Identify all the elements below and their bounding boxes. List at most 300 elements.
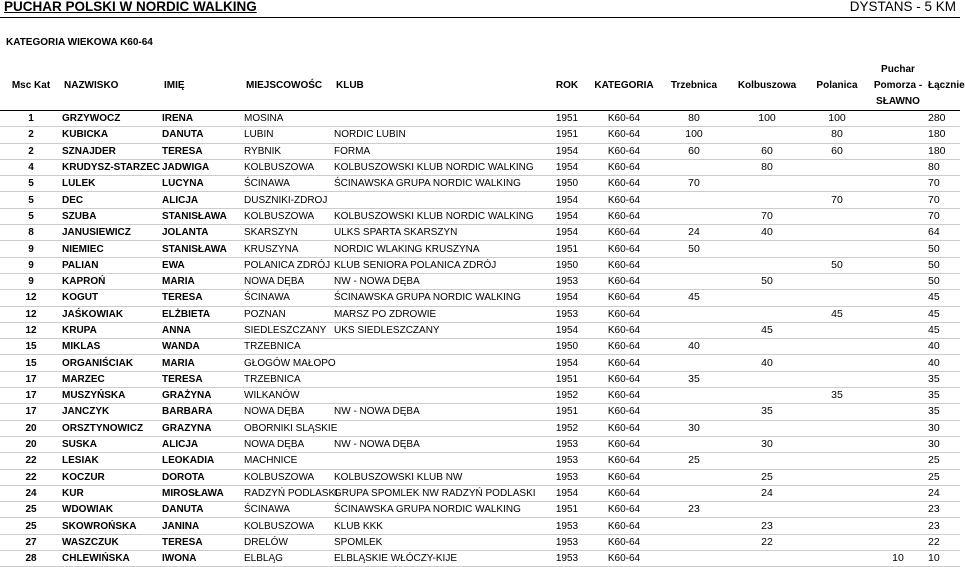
cell-year: 1951 [546, 404, 588, 420]
cell-category: K60-64 [588, 143, 660, 159]
cell-name: JANINA [162, 518, 244, 534]
table-row [0, 469, 960, 485]
cell-kolbuszowa: 60 [728, 143, 806, 159]
cell-msc: 28 [0, 551, 62, 567]
cell-trzebnica [660, 404, 728, 420]
table-row [0, 502, 960, 518]
cell-city: ŚCINAWA [244, 176, 334, 192]
cell-trzebnica [660, 355, 728, 371]
cell-surname: PALIAN [62, 257, 162, 273]
cell-kolbuszowa: 70 [728, 208, 806, 224]
cell-msc: 12 [0, 306, 62, 322]
cell-polanica [806, 322, 868, 338]
cell-trzebnica: 80 [660, 111, 728, 127]
cell-city: OBORNIKI SLĄSKIE [244, 420, 334, 436]
cell-year: 1950 [546, 176, 588, 192]
cell-msc: 2 [0, 143, 62, 159]
cell-year: 1951 [546, 502, 588, 518]
cell-total: 80 [928, 159, 960, 175]
cell-kolbuszowa [728, 502, 806, 518]
cell-slawno [868, 339, 928, 355]
cell-city: RADZYŃ PODLASKI [244, 485, 334, 501]
cell-kolbuszowa [728, 192, 806, 208]
table-row [0, 339, 960, 355]
cell-name: ALICJA [162, 436, 244, 452]
cell-slawno [868, 420, 928, 436]
cell-city: POZNAN [244, 306, 334, 322]
cell-msc: 2 [0, 127, 62, 143]
cell-kolbuszowa: 80 [728, 159, 806, 175]
cell-kolbuszowa: 25 [728, 469, 806, 485]
cell-kolbuszowa [728, 371, 806, 387]
cell-city: KOLBUSZOWA [244, 159, 334, 175]
cell-kolbuszowa [728, 241, 806, 257]
cell-kolbuszowa: 24 [728, 485, 806, 501]
cell-club [334, 339, 546, 355]
cell-slawno [868, 241, 928, 257]
cell-club: UKS SIEDLESZCZANY [334, 322, 546, 338]
cell-name: TERESA [162, 534, 244, 550]
cell-kolbuszowa: 30 [728, 436, 806, 452]
table-row [0, 176, 960, 192]
cell-trzebnica [660, 469, 728, 485]
cell-kolbuszowa: 35 [728, 404, 806, 420]
cell-city: NOWA DĘBA [244, 404, 334, 420]
cell-polanica [806, 339, 868, 355]
cell-msc: 22 [0, 453, 62, 469]
cell-category: K60-64 [588, 420, 660, 436]
cell-city: GŁOGÓW MAŁOPO [244, 355, 334, 371]
cell-total: 23 [928, 502, 960, 518]
cell-surname: ORSZTYNOWICZ [62, 420, 162, 436]
cell-year: 1953 [546, 551, 588, 567]
cell-total: 25 [928, 469, 960, 485]
cell-polanica [806, 290, 868, 306]
cell-total: 23 [928, 518, 960, 534]
cell-total: 50 [928, 273, 960, 289]
cell-name: TERESA [162, 371, 244, 387]
cell-category: K60-64 [588, 388, 660, 404]
cell-club: NORDIC WLAKING KRUSZYNA [334, 241, 546, 257]
cell-polanica [806, 371, 868, 387]
cell-club [334, 453, 546, 469]
cell-total: 180 [928, 127, 960, 143]
cell-msc: 5 [0, 208, 62, 224]
col-surname: NAZWISKO [62, 62, 162, 111]
cell-msc: 20 [0, 420, 62, 436]
table-row [0, 225, 960, 241]
cell-name: MARIA [162, 355, 244, 371]
cell-club [334, 371, 546, 387]
cell-category: K60-64 [588, 111, 660, 127]
table-row [0, 404, 960, 420]
cell-club: ŚCINAWSKA GRUPA NORDIC WALKING [334, 290, 546, 306]
cell-kolbuszowa [728, 551, 806, 567]
cell-surname: SZUBA [62, 208, 162, 224]
cell-year: 1951 [546, 111, 588, 127]
cell-total: 64 [928, 225, 960, 241]
cell-year: 1951 [546, 127, 588, 143]
cell-polanica [806, 225, 868, 241]
cell-club: FORMA [334, 143, 546, 159]
cell-kolbuszowa: 40 [728, 355, 806, 371]
cell-year: 1954 [546, 192, 588, 208]
cell-total: 45 [928, 306, 960, 322]
cell-name: DANUTA [162, 502, 244, 518]
cell-city: DUSZNIKI-ZDROJ [244, 192, 334, 208]
cell-surname: LULEK [62, 176, 162, 192]
cell-total: 50 [928, 257, 960, 273]
cell-name: TERESA [162, 143, 244, 159]
cell-polanica [806, 159, 868, 175]
cell-city: SIEDLESZCZANY [244, 322, 334, 338]
cell-name: EWA [162, 257, 244, 273]
table-row [0, 273, 960, 289]
cell-surname: SKOWROŃSKA [62, 518, 162, 534]
cell-trzebnica [660, 159, 728, 175]
cell-msc: 12 [0, 322, 62, 338]
cell-total: 25 [928, 453, 960, 469]
cell-year: 1953 [546, 306, 588, 322]
col-slawno: Puchar Pomorza - SŁAWNO [868, 62, 928, 111]
cell-surname: JANUSIEWICZ [62, 225, 162, 241]
cell-club: KOLBUSZOWSKI KLUB NW [334, 469, 546, 485]
report-title: PUCHAR POLSKI W NORDIC WALKING [4, 0, 257, 14]
cell-surname: KOCZUR [62, 469, 162, 485]
table-row [0, 143, 960, 159]
cell-surname: MUSZYŃSKA [62, 388, 162, 404]
cell-club: KOLBUSZOWSKI KLUB NORDIC WALKING [334, 159, 546, 175]
cell-slawno [868, 306, 928, 322]
cell-total: 40 [928, 339, 960, 355]
cell-category: K60-64 [588, 404, 660, 420]
cell-polanica [806, 404, 868, 420]
cell-total: 30 [928, 436, 960, 452]
cell-msc: 17 [0, 388, 62, 404]
cell-category: K60-64 [588, 436, 660, 452]
cell-surname: KOGUT [62, 290, 162, 306]
cell-msc: 15 [0, 339, 62, 355]
cell-kolbuszowa [728, 339, 806, 355]
cell-slawno [868, 485, 928, 501]
cell-category: K60-64 [588, 176, 660, 192]
cell-kolbuszowa: 50 [728, 273, 806, 289]
cell-city: KOLBUSZOWA [244, 208, 334, 224]
cell-surname: JAŚKOWIAK [62, 306, 162, 322]
cell-polanica [806, 551, 868, 567]
cell-name: DANUTA [162, 127, 244, 143]
cell-year: 1953 [546, 534, 588, 550]
cell-trzebnica: 30 [660, 420, 728, 436]
cell-kolbuszowa: 40 [728, 225, 806, 241]
cell-category: K60-64 [588, 339, 660, 355]
cell-name: ELŻBIETA [162, 306, 244, 322]
cell-slawno [868, 322, 928, 338]
col-msc: Msc Kat [0, 62, 62, 111]
cell-name: ALICJA [162, 192, 244, 208]
cell-surname: KUBICKA [62, 127, 162, 143]
cell-total: 10 [928, 551, 960, 567]
cell-trzebnica: 70 [660, 176, 728, 192]
cell-trzebnica: 100 [660, 127, 728, 143]
cell-trzebnica: 50 [660, 241, 728, 257]
cell-city: DRELÓW [244, 534, 334, 550]
cell-year: 1954 [546, 159, 588, 175]
cell-year: 1953 [546, 273, 588, 289]
cell-surname: LESIAK [62, 453, 162, 469]
cell-trzebnica [660, 322, 728, 338]
table-row [0, 192, 960, 208]
cell-club: ELBLĄSKIE WŁÓCZY-KIJE [334, 551, 546, 567]
cell-club [334, 388, 546, 404]
cell-polanica [806, 420, 868, 436]
cell-club: NW - NOWA DĘBA [334, 436, 546, 452]
table-row [0, 257, 960, 273]
cell-msc: 17 [0, 371, 62, 387]
cell-slawno [868, 436, 928, 452]
cell-year: 1954 [546, 225, 588, 241]
category-label: KATEGORIA WIEKOWA K60-64 [6, 37, 153, 48]
cell-msc: 25 [0, 518, 62, 534]
cell-trzebnica: 45 [660, 290, 728, 306]
cell-city: RYBNIK [244, 143, 334, 159]
cell-name: WANDA [162, 339, 244, 355]
distance-label: DYSTANS - 5 KM [849, 0, 956, 14]
col-city: MIEJSCOWOŚC [244, 62, 334, 111]
cell-kolbuszowa: 23 [728, 518, 806, 534]
cell-city: ELBLĄG [244, 551, 334, 567]
cell-msc: 20 [0, 436, 62, 452]
cell-category: K60-64 [588, 485, 660, 501]
cell-polanica [806, 502, 868, 518]
cell-msc: 9 [0, 241, 62, 257]
table-row [0, 371, 960, 387]
cell-category: K60-64 [588, 225, 660, 241]
cell-slawno [868, 111, 928, 127]
cell-category: K60-64 [588, 453, 660, 469]
cell-msc: 4 [0, 159, 62, 175]
cell-polanica [806, 453, 868, 469]
cell-year: 1951 [546, 241, 588, 257]
cell-total: 30 [928, 420, 960, 436]
cell-city: KOLBUSZOWA [244, 469, 334, 485]
col-name: IMIĘ [162, 62, 244, 111]
cell-name: DOROTA [162, 469, 244, 485]
table-row [0, 453, 960, 469]
table-row [0, 388, 960, 404]
cell-polanica [806, 241, 868, 257]
cell-polanica: 50 [806, 257, 868, 273]
cell-club: GRUPA SPOMLEK NW RADZYŃ PODLASKI [334, 485, 546, 501]
cell-year: 1953 [546, 518, 588, 534]
cell-name: GRAŻYNA [162, 388, 244, 404]
cell-year: 1954 [546, 290, 588, 306]
cell-year: 1953 [546, 469, 588, 485]
cell-year: 1952 [546, 388, 588, 404]
cell-year: 1954 [546, 143, 588, 159]
cell-slawno [868, 143, 928, 159]
cell-year: 1954 [546, 485, 588, 501]
cell-msc: 12 [0, 290, 62, 306]
cell-city: MACHNICE [244, 453, 334, 469]
cell-slawno [868, 273, 928, 289]
cell-surname: KRUDYSZ-STARZEC [62, 159, 162, 175]
cell-trzebnica [660, 208, 728, 224]
cell-year: 1951 [546, 371, 588, 387]
cell-polanica: 35 [806, 388, 868, 404]
table-row [0, 111, 960, 127]
cell-trzebnica: 35 [660, 371, 728, 387]
cell-polanica: 60 [806, 143, 868, 159]
table-row [0, 534, 960, 550]
cell-name: GRAZYNA [162, 420, 244, 436]
cell-year: 1953 [546, 436, 588, 452]
cell-name: MARIA [162, 273, 244, 289]
cell-category: K60-64 [588, 273, 660, 289]
cell-slawno [868, 518, 928, 534]
cell-trzebnica: 23 [660, 502, 728, 518]
cell-surname: SUSKA [62, 436, 162, 452]
cell-msc: 9 [0, 257, 62, 273]
cell-slawno [868, 159, 928, 175]
cell-name: STANISŁAWA [162, 208, 244, 224]
cell-slawno: 10 [868, 551, 928, 567]
cell-slawno [868, 290, 928, 306]
cell-name: MIROSŁAWA [162, 485, 244, 501]
cell-city: LUBIN [244, 127, 334, 143]
cell-name: BARBARA [162, 404, 244, 420]
cell-polanica [806, 469, 868, 485]
cell-year: 1950 [546, 339, 588, 355]
col-year: ROK [546, 62, 588, 111]
cell-trzebnica [660, 534, 728, 550]
table-row [0, 159, 960, 175]
cell-msc: 5 [0, 176, 62, 192]
cell-total: 22 [928, 534, 960, 550]
cell-polanica [806, 355, 868, 371]
cell-city: TRZEBNICA [244, 371, 334, 387]
cell-surname: GRZYWOCZ [62, 111, 162, 127]
cell-category: K60-64 [588, 192, 660, 208]
results-table [0, 62, 965, 567]
cell-name: IWONA [162, 551, 244, 567]
cell-surname: JANCZYK [62, 404, 162, 420]
cell-kolbuszowa [728, 453, 806, 469]
cell-total: 35 [928, 404, 960, 420]
cell-club: KLUB SENIORA POLANICA ZDRÓJ [334, 257, 546, 273]
cell-city: NOWA DĘBA [244, 436, 334, 452]
cell-club: MARSZ PO ZDROWIE [334, 306, 546, 322]
cell-club: SPOMLEK [334, 534, 546, 550]
col-category: KATEGORIA [588, 62, 660, 111]
cell-city: ŚCINAWA [244, 290, 334, 306]
cell-trzebnica [660, 273, 728, 289]
cell-msc: 5 [0, 192, 62, 208]
cell-trzebnica [660, 485, 728, 501]
cell-city: KRUSZYNA [244, 241, 334, 257]
cell-club [334, 192, 546, 208]
cell-category: K60-64 [588, 127, 660, 143]
cell-surname: KAPROŃ [62, 273, 162, 289]
cell-slawno [868, 176, 928, 192]
cell-surname: MARZEC [62, 371, 162, 387]
cell-slawno [868, 208, 928, 224]
cell-surname: ORGANIŚCIAK [62, 355, 162, 371]
cell-kolbuszowa: 22 [728, 534, 806, 550]
cell-category: K60-64 [588, 502, 660, 518]
cell-trzebnica [660, 257, 728, 273]
cell-category: K60-64 [588, 306, 660, 322]
table-row [0, 306, 960, 322]
cell-club: ULKS SPARTA SKARSZYN [334, 225, 546, 241]
cell-total: 40 [928, 355, 960, 371]
cell-polanica [806, 436, 868, 452]
cell-name: IRENA [162, 111, 244, 127]
table-row [0, 420, 960, 436]
cell-slawno [868, 534, 928, 550]
table-row [0, 127, 960, 143]
cell-slawno [868, 127, 928, 143]
cell-msc: 8 [0, 225, 62, 241]
cell-surname: WDOWIAK [62, 502, 162, 518]
cell-surname: KUR [62, 485, 162, 501]
cell-category: K60-64 [588, 241, 660, 257]
cell-slawno [868, 355, 928, 371]
cell-category: K60-64 [588, 208, 660, 224]
cell-trzebnica: 60 [660, 143, 728, 159]
cell-polanica [806, 208, 868, 224]
cell-slawno [868, 192, 928, 208]
table-row [0, 322, 960, 338]
cell-trzebnica [660, 436, 728, 452]
cell-year: 1953 [546, 453, 588, 469]
cell-category: K60-64 [588, 290, 660, 306]
cell-year: 1950 [546, 257, 588, 273]
cell-kolbuszowa: 45 [728, 322, 806, 338]
cell-category: K60-64 [588, 371, 660, 387]
cell-total: 50 [928, 241, 960, 257]
cell-city: TRZEBNICA [244, 339, 334, 355]
col-club: KLUB [334, 62, 546, 111]
cell-surname: KRUPA [62, 322, 162, 338]
cell-slawno [868, 388, 928, 404]
cell-club: NW - NOWA DĘBA [334, 273, 546, 289]
cell-trzebnica: 40 [660, 339, 728, 355]
cell-polanica: 70 [806, 192, 868, 208]
cell-kolbuszowa: 100 [728, 111, 806, 127]
table-row [0, 436, 960, 452]
cell-total: 180 [928, 143, 960, 159]
cell-slawno [868, 502, 928, 518]
cell-category: K60-64 [588, 551, 660, 567]
cell-trzebnica: 24 [660, 225, 728, 241]
cell-category: K60-64 [588, 469, 660, 485]
cell-surname: DEC [62, 192, 162, 208]
cell-polanica [806, 176, 868, 192]
cell-kolbuszowa [728, 127, 806, 143]
cell-msc: 9 [0, 273, 62, 289]
cell-club: ŚCINAWSKA GRUPA NORDIC WALKING [334, 176, 546, 192]
cell-kolbuszowa [728, 290, 806, 306]
cell-total: 280 [928, 111, 960, 127]
cell-polanica [806, 518, 868, 534]
cell-category: K60-64 [588, 534, 660, 550]
cell-club: ŚCINAWSKA GRUPA NORDIC WALKING [334, 502, 546, 518]
cell-polanica: 45 [806, 306, 868, 322]
cell-trzebnica: 25 [660, 453, 728, 469]
cell-total: 35 [928, 371, 960, 387]
cell-kolbuszowa [728, 420, 806, 436]
